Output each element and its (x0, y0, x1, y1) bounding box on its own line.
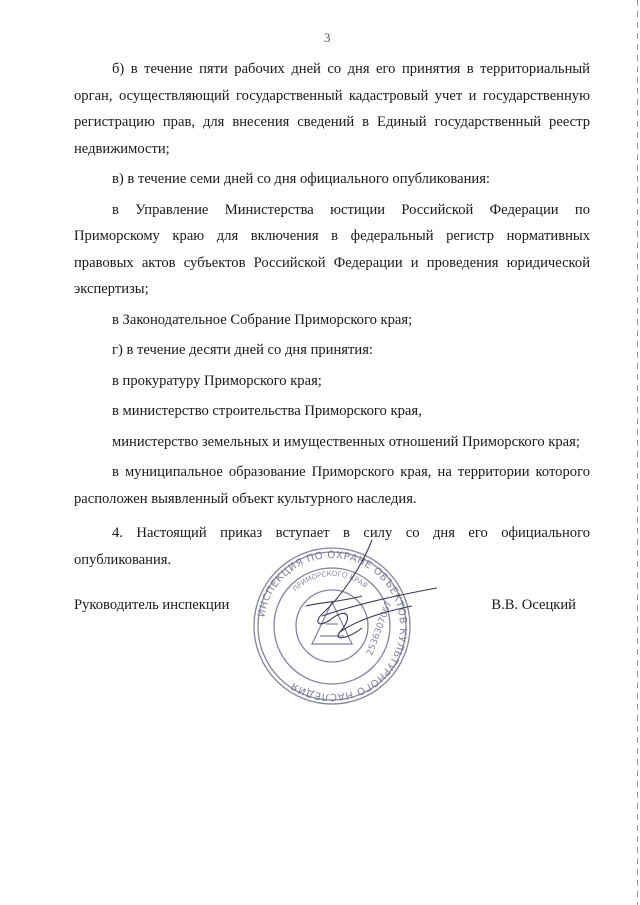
signatory-name: В.В. Осецкий (491, 597, 576, 613)
paragraph-g: г) в течение десяти дней со дня принятия: (112, 342, 373, 358)
official-stamp (222, 536, 442, 716)
paragraph-b: б) в течение пяти рабочих дней со дня его принятия в территориальный орган, осуществляющий государственный кадастровый учет и государственную регистрацию прав, для внесения сведений в Единый государственный реестр недвижимости; (74, 61, 590, 157)
page-number: 3 (324, 30, 331, 45)
paragraph-v: в) в течение семи дней со дня официального опубликования: (112, 171, 490, 187)
scan-edge-line (637, 0, 638, 905)
signatory-position: Руководитель инспекции (74, 597, 230, 613)
stamp-inner-text: ПРИМОРСКОГО КРАЯ (291, 569, 369, 594)
paragraph-4: 4. Настоящий приказ вступает в силу со дня его официального опубликования. (74, 525, 590, 568)
paragraph-ministry-land: министерство земельных и имущественных отношений Приморского края; (112, 433, 580, 450)
paragraph-ministry-construction: в министерство строительства Приморского края, (112, 403, 422, 419)
paragraph-prosecutor: в прокуратуру Приморского края; (112, 372, 322, 389)
stamp-outer-text: ИНСПЕКЦИЯ ПО ОХРАНЕ ОБЪЕКТОВ КУЛЬТУРНОГО НАСЛЕДИЯ (256, 549, 409, 703)
stamp-id-text: 2536307067 (365, 599, 395, 658)
document-body (74, 56, 590, 573)
paragraph-municipality: в муниципальное образование Приморского края, на территории которого расположен выявленный объект культурного наследия. (74, 464, 590, 507)
paragraph-legislative-assembly: в Законодательное Собрание Приморского края; (112, 311, 413, 328)
paragraph-ministry-justice: в Управление Министерства юстиции Российской Федерации по Приморскому краю для включения в федеральный регистр нормативных правовых актов субъектов Российской Федерации и проведения юридической экспертизы; (74, 201, 590, 297)
